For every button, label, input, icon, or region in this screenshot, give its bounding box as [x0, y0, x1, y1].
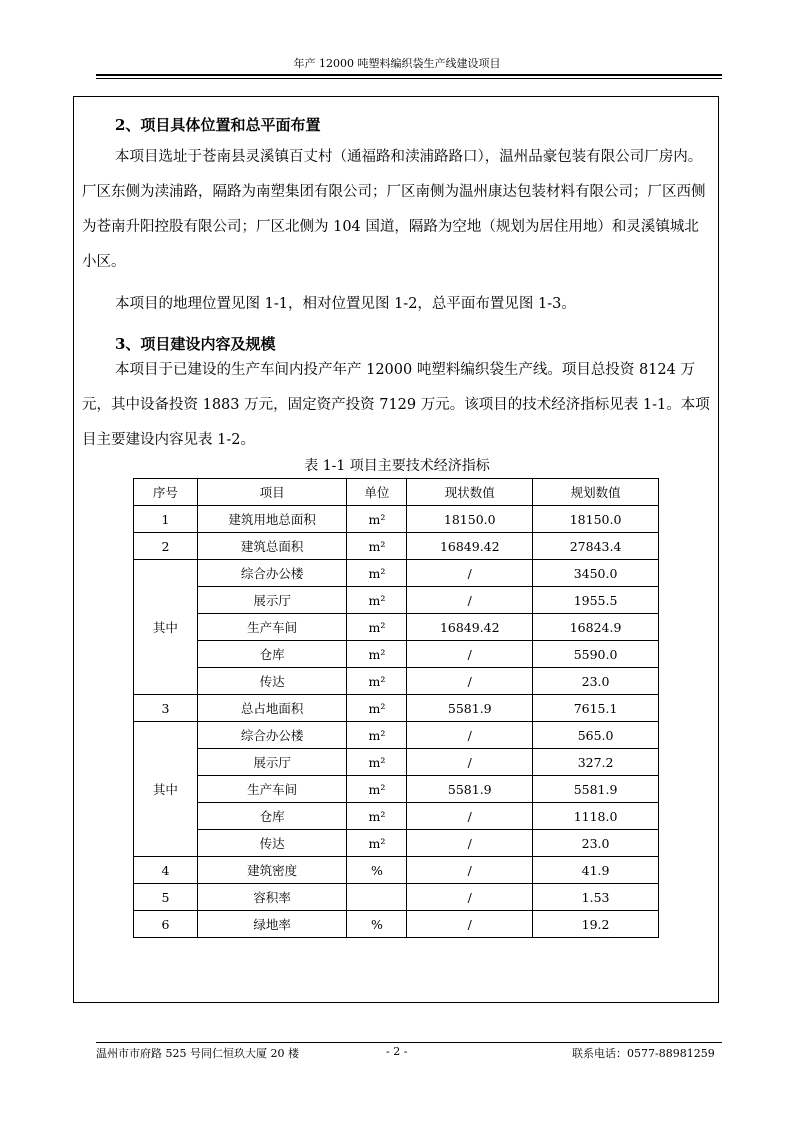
- section2-para1: 本项目选址于苍南县灵溪镇百丈村（通福路和渎浦路路口），温州品豪包装有限公司厂房内。厂区东侧为渎浦路，隔路为南塑集团有限公司；厂区南侧为温州康达包装材料有限公司；厂区西侧为苍南升阳控股有限公司；厂区北侧为 104 国道，隔路为空地（规划为居住用地）和灵溪镇城北小区。: [82, 149, 706, 270]
- cell-current: 16849.42: [407, 533, 533, 560]
- cell-item: 传达: [197, 668, 347, 695]
- section2-para2: 本项目的地理位置见图 1-1，相对位置见图 1-2，总平面布置见图 1-3。: [115, 296, 576, 312]
- cell-unit: m²: [347, 533, 407, 560]
- cell-item: 传达: [197, 830, 347, 857]
- cell-planned: 3450.0: [533, 560, 659, 587]
- cell-current: /: [407, 857, 533, 884]
- cell-unit: m²: [347, 560, 407, 587]
- table-row: [134, 884, 659, 911]
- cell-unit: %: [347, 857, 407, 884]
- col-header-current: 现状数值: [407, 479, 533, 506]
- cell-current: /: [407, 587, 533, 614]
- cell-item: 生产车间: [197, 614, 347, 641]
- indicator-table: [133, 478, 659, 938]
- cell-unit: m²: [347, 695, 407, 722]
- footer-rule: [96, 1042, 722, 1043]
- cell-current: 5581.9: [407, 695, 533, 722]
- cell-no: 6: [134, 911, 198, 938]
- cell-unit: m²: [347, 668, 407, 695]
- cell-item: 生产车间: [197, 776, 347, 803]
- table-row: [134, 668, 659, 695]
- table-row: [134, 641, 659, 668]
- cell-current: 18150.0: [407, 506, 533, 533]
- cell-unit: m²: [347, 803, 407, 830]
- cell-item: 展示厅: [197, 749, 347, 776]
- cell-current: /: [407, 722, 533, 749]
- table-row: [134, 614, 659, 641]
- cell-item: 容积率: [197, 884, 347, 911]
- table-row: [134, 722, 659, 749]
- cell-planned: 327.2: [533, 749, 659, 776]
- cell-unit: m²: [347, 614, 407, 641]
- table-header-row: [134, 479, 659, 506]
- cell-planned: 18150.0: [533, 506, 659, 533]
- cell-unit: m²: [347, 830, 407, 857]
- cell-item: 绿地率: [197, 911, 347, 938]
- cell-current: /: [407, 641, 533, 668]
- cell-item: 建筑用地总面积: [197, 506, 347, 533]
- cell-planned: 27843.4: [533, 533, 659, 560]
- header-rule-thin: [96, 78, 722, 79]
- table-row: [134, 587, 659, 614]
- cell-current: /: [407, 911, 533, 938]
- cell-group-label: 其中: [134, 722, 198, 857]
- cell-item: 仓库: [197, 641, 347, 668]
- cell-planned: 5590.0: [533, 641, 659, 668]
- page-header-title: 年产 12000 吨塑料编织袋生产线建设项目: [293, 57, 501, 70]
- cell-no: 1: [134, 506, 198, 533]
- cell-no: 4: [134, 857, 198, 884]
- cell-current: /: [407, 884, 533, 911]
- table-caption: 表 1-1 项目主要技术经济指标: [304, 458, 490, 474]
- cell-unit: m²: [347, 749, 407, 776]
- cell-no: 3: [134, 695, 198, 722]
- cell-planned: 23.0: [533, 668, 659, 695]
- cell-current: /: [407, 668, 533, 695]
- cell-unit: m²: [347, 776, 407, 803]
- col-header-no: 序号: [134, 479, 198, 506]
- section2-heading: 2、项目具体位置和总平面布置: [115, 116, 321, 134]
- col-header-item: 项目: [197, 479, 347, 506]
- table-row: [134, 911, 659, 938]
- cell-unit: m²: [347, 587, 407, 614]
- table-row: [134, 560, 659, 587]
- col-header-planned: 规划数值: [533, 479, 659, 506]
- table-row: [134, 533, 659, 560]
- table-row: [134, 776, 659, 803]
- cell-current: 5581.9: [407, 776, 533, 803]
- cell-current: /: [407, 560, 533, 587]
- cell-item: 展示厅: [197, 587, 347, 614]
- cell-item: 仓库: [197, 803, 347, 830]
- section3-para1: 本项目于已建设的生产车间内投产年产 12000 吨塑料编织袋生产线。项目总投资 8124 万元，其中设备投资 1883 万元，固定资产投资 7129 万元。该项目的技术经济指标见表 1-1。本项目主要建设内容见表 1-2。: [82, 362, 710, 448]
- cell-item: 建筑密度: [197, 857, 347, 884]
- footer-address: 温州市市府路 525 号同仁恒玖大厦 20 楼: [96, 1047, 299, 1060]
- cell-unit: %: [347, 911, 407, 938]
- cell-group-label: 其中: [134, 560, 198, 695]
- cell-unit: m²: [347, 722, 407, 749]
- cell-no: 5: [134, 884, 198, 911]
- cell-current: 16849.42: [407, 614, 533, 641]
- cell-current: /: [407, 830, 533, 857]
- footer-phone: 联系电话：0577-88981259: [572, 1047, 715, 1060]
- cell-unit: m²: [347, 506, 407, 533]
- cell-current: /: [407, 803, 533, 830]
- header-rule-thick: [96, 74, 722, 76]
- col-header-unit: 单位: [347, 479, 407, 506]
- table-row: [134, 803, 659, 830]
- table-row: [134, 506, 659, 533]
- cell-current: /: [407, 749, 533, 776]
- table-row: [134, 857, 659, 884]
- cell-planned: 41.9: [533, 857, 659, 884]
- cell-item: 建筑总面积: [197, 533, 347, 560]
- cell-item: 综合办公楼: [197, 560, 347, 587]
- cell-unit: m²: [347, 641, 407, 668]
- cell-planned: 5581.9: [533, 776, 659, 803]
- cell-no: 2: [134, 533, 198, 560]
- table-row: [134, 749, 659, 776]
- cell-planned: 19.2: [533, 911, 659, 938]
- table-row: [134, 695, 659, 722]
- footer-page-number: - 2 -: [386, 1045, 408, 1058]
- cell-planned: 23.0: [533, 830, 659, 857]
- cell-planned: 565.0: [533, 722, 659, 749]
- cell-unit: [347, 884, 407, 911]
- cell-planned: 1955.5: [533, 587, 659, 614]
- table-row: [134, 830, 659, 857]
- section3-heading: 3、项目建设内容及规模: [115, 335, 276, 353]
- cell-item: 总占地面积: [197, 695, 347, 722]
- cell-planned: 7615.1: [533, 695, 659, 722]
- cell-planned: 1118.0: [533, 803, 659, 830]
- cell-planned: 1.53: [533, 884, 659, 911]
- cell-planned: 16824.9: [533, 614, 659, 641]
- cell-item: 综合办公楼: [197, 722, 347, 749]
